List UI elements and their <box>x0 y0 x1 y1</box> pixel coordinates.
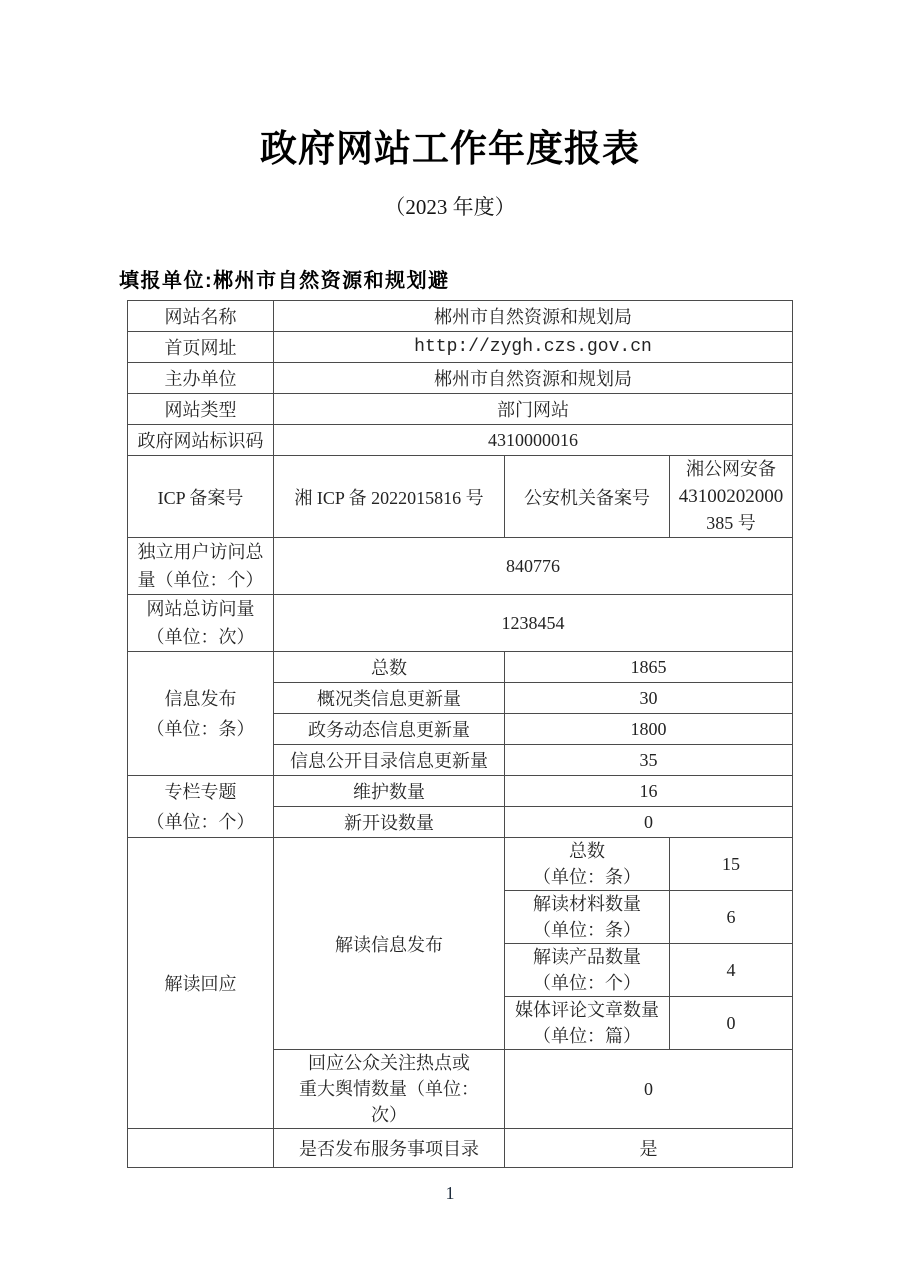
columns-maintained-value: 16 <box>505 776 793 807</box>
media-comment-label: 媒体评论文章数量 （单位：篇） <box>505 997 670 1050</box>
media-comment-value: 0 <box>670 997 793 1050</box>
table-row <box>128 595 793 652</box>
total-visits-label: 网站总访问量 （单位：次） <box>128 595 274 652</box>
info-publish-label: 信息发布 （单位：条） <box>128 652 274 776</box>
service-directory-value: 是 <box>505 1129 793 1168</box>
info-publish-overview-label: 概况类信息更新量 <box>274 683 505 714</box>
table-row <box>128 425 793 456</box>
columns-new-value: 0 <box>505 807 793 838</box>
info-publish-news-label: 政务动态信息更新量 <box>274 714 505 745</box>
interpretation-material-label: 解读材料数量 （单位：条） <box>505 891 670 944</box>
info-publish-overview-value: 30 <box>505 683 793 714</box>
columns-new-label: 新开设数量 <box>274 807 505 838</box>
icp-value: 湘 ICP 备 2022015816 号 <box>274 456 505 538</box>
info-publish-directory-label: 信息公开目录信息更新量 <box>274 745 505 776</box>
site-name-value: 郴州市自然资源和规划局 <box>274 301 793 332</box>
columns-maintained-label: 维护数量 <box>274 776 505 807</box>
police-filing-value: 湘公网安备 43100202000 385 号 <box>670 456 793 538</box>
table-row <box>128 363 793 394</box>
table-row <box>128 332 793 363</box>
unique-visitors-value: 840776 <box>274 538 793 595</box>
table-row <box>128 838 793 891</box>
organizer-value: 郴州市自然资源和规划局 <box>274 363 793 394</box>
interpretation-product-value: 4 <box>670 944 793 997</box>
table-row <box>128 1129 793 1168</box>
special-columns-label: 专栏专题 （单位：个） <box>128 776 274 838</box>
interpretation-material-value: 6 <box>670 891 793 944</box>
interpretation-product-label: 解读产品数量 （单位：个） <box>505 944 670 997</box>
info-publish-total-label: 总数 <box>274 652 505 683</box>
table-row <box>128 776 793 807</box>
site-name-label: 网站名称 <box>128 301 274 332</box>
info-publish-total-value: 1865 <box>505 652 793 683</box>
page-number: 1 <box>445 1183 455 1203</box>
table-row <box>128 456 793 538</box>
public-response-value: 0 <box>505 1050 793 1129</box>
police-filing-label: 公安机关备案号 <box>505 456 670 538</box>
site-code-label: 政府网站标识码 <box>128 425 274 456</box>
table-row <box>128 394 793 425</box>
table-row <box>128 652 793 683</box>
interpretation-publish-label: 解读信息发布 <box>274 838 505 1050</box>
page-title: 政府网站工作年度报表 <box>260 128 640 169</box>
unique-visitors-label: 独立用户访问总 量（单位：个） <box>128 538 274 595</box>
homepage-url-value: http://zygh.czs.gov.cn <box>274 332 793 363</box>
total-visits-value: 1238454 <box>274 595 793 652</box>
interpretation-total-label: 总数 （单位：条） <box>505 838 670 891</box>
site-type-label: 网站类型 <box>128 394 274 425</box>
table-row <box>128 538 793 595</box>
reporting-unit-label: 填报单位: <box>119 270 214 292</box>
organizer-label: 主办单位 <box>128 363 274 394</box>
homepage-label: 首页网址 <box>128 332 274 363</box>
interpretation-label: 解读回应 <box>128 838 274 1129</box>
info-publish-directory-value: 35 <box>505 745 793 776</box>
interpretation-total-value: 15 <box>670 838 793 891</box>
reporting-unit-value: 郴州市自然资源和规划避 <box>213 270 450 292</box>
table-row <box>128 301 793 332</box>
public-response-label: 回应公众关注热点或 重大舆情数量（单位： 次） <box>274 1050 505 1129</box>
report-table <box>127 300 793 1168</box>
reporting-unit <box>119 264 450 293</box>
site-code-value: 4310000016 <box>274 425 793 456</box>
site-type-value: 部门网站 <box>274 394 793 425</box>
info-publish-news-value: 1800 <box>505 714 793 745</box>
service-directory-label: 是否发布服务事项目录 <box>274 1129 505 1168</box>
icp-label: ICP 备案号 <box>128 456 274 538</box>
report-year-subtitle: （2023 年度） <box>384 195 516 219</box>
empty-cell <box>128 1129 274 1168</box>
